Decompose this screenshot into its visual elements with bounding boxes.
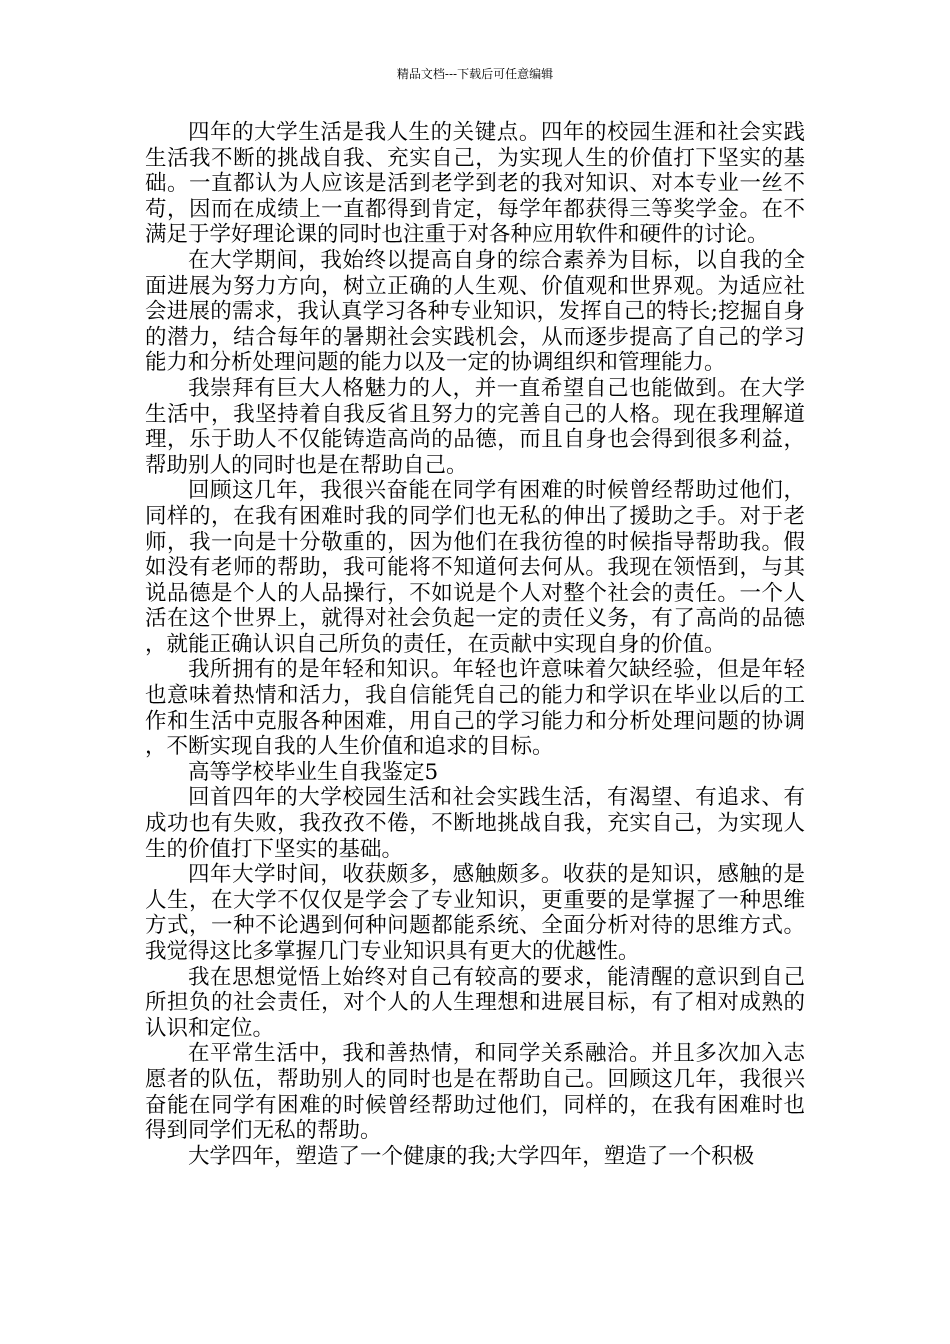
section-heading: 高等学校毕业生自我鉴定5 bbox=[188, 759, 439, 785]
paragraph-9: 在平常生活中，我和善热情，和同学关系融洽。并且多次加入志愿者的队伍，帮助别人的同时也是在帮助自己。回顾这几年，我很兴奋能在同学有困难的时候曾经帮助过他们，同样的，在我有困难时也得到同学们无私的帮助。 bbox=[145, 1041, 805, 1144]
paragraph-8: 我在思想觉悟上始终对自己有较高的要求，能清醒的意识到自己所担负的社会责任，对个人的人生理想和进展目标，有了相对成熟的认识和定位。 bbox=[145, 964, 805, 1041]
document-body bbox=[145, 120, 805, 1169]
paragraph-6: 回首四年的大学校园生活和社会实践生活，有渴望、有追求、有成功也有失败，我孜孜不倦，不断地挑战自我，充实自己，为实现人生的价值打下坚实的基础。 bbox=[145, 785, 805, 862]
paragraph-5: 我所拥有的是年轻和知识。年轻也许意味着欠缺经验，但是年轻也意味着热情和活力，我自信能凭自己的能力和学识在毕业以后的工作和生活中克服各种困难，用自己的学习能力和分析处理问题的协调，不断实现自我的人生价值和追求的目标。 bbox=[145, 657, 805, 760]
paragraph-2: 在大学期间，我始终以提高自身的综合素养为目标，以自我的全面进展为努力方向，树立正确的人生观、价值观和世界观。为适应社会进展的需求，我认真学习各种专业知识，发挥自己的特长;挖掘自身的潜力，结合每年的暑期社会实践机会，从而逐步提高了自己的学习能力和分析处理问题的能力以及一定的协调组织和管理能力。 bbox=[145, 247, 805, 376]
paragraph-10: 大学四年，塑造了一个健康的我;大学四年，塑造了一个积极 bbox=[188, 1143, 755, 1169]
paragraph-3: 我崇拜有巨大人格魅力的人，并一直希望自己也能做到。在大学生活中，我坚持着自我反省且努力的完善自己的人格。现在我理解道理，乐于助人不仅能铸造高尚的品德，而且自身也会得到很多利益，帮助别人的同时也是在帮助自己。 bbox=[145, 375, 805, 478]
page-header: 精品文档---下载后可任意编辑 bbox=[396, 67, 554, 81]
paragraph-1: 四年的大学生活是我人生的关键点。四年的校园生涯和社会实践生活我不断的挑战自我、充实自己，为实现人生的价值打下坚实的基础。一直都认为人应该是活到老学到老的我对知识、对本专业一丝不苟，因而在成绩上一直都得到肯定，每学年都获得三等奖学金。在不满足于学好理论课的同时也注重于对各种应用软件和硬件的讨论。 bbox=[145, 120, 805, 248]
paragraph-7: 四年大学时间，收获颇多，感触颇多。收获的是知识，感触的是人生，在大学不仅仅是学会了专业知识，更重要的是掌握了一种思维方式，一种不论遇到何种问题都能系统、全面分析对待的思维方式。我觉得这比多掌握几门专业知识具有更大的优越性。 bbox=[145, 862, 805, 964]
paragraph-4: 回顾这几年，我很兴奋能在同学有困难的时候曾经帮助过他们，同样的，在我有困难时我的同学们也无私的伸出了援助之手。对于老师，我一向是十分敬重的，因为他们在我彷徨的时候指导帮助我。假如没有老师的帮助，我可能将不知道何去何从。我现在领悟到，与其说品德是个人的人品操行，不如说是个人对整个社会的责任。一个人活在这个世界上，就得对社会负起一定的责任义务，有了高尚的品德，就能正确认识自己所负的责任，在贡献中实现自身的价值。 bbox=[145, 478, 805, 657]
